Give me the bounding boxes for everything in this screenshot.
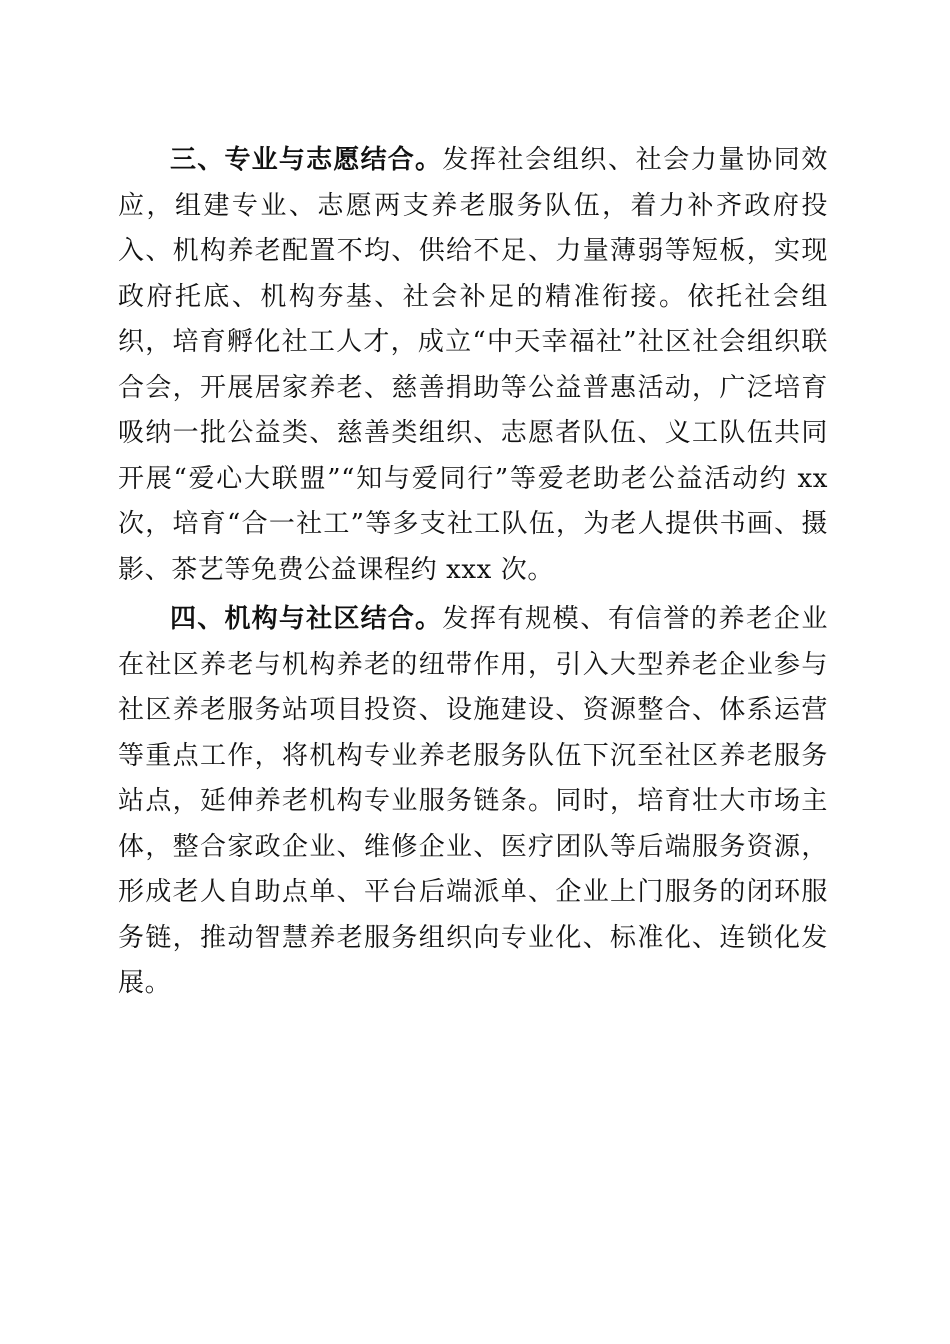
paragraph-text: 发挥社会组织、社会力量协同效应，组建专业、志愿两支养老服务队伍，着力补齐政府投入、机构养老配置不均、供给不足、力量薄弱等短板，实现政府托底、机构夯基、社会补足的精准衔接。依托社会组织，培育孵化社工人才，成立“中天幸福社”社区社会组织联合会，开展居家养老、慈善捐助等公益普惠活动，广泛培育吸纳一批公益类、慈善类组织、志愿者队伍、义工队伍共同开展“爱心大联盟”“知与爱同行”等爱老助老公益活动约 xx 次，培育“合一社工”等多支社工队伍，为老人提供书画、摄影、茶艺等免费公益课程约 xxx 次。 bbox=[118, 145, 828, 585]
paragraph-text: 发挥有规模、有信誉的养老企业在社区养老与机构养老的纽带作用，引入大型养老企业参与社区养老服务站项目投资、设施建设、资源整合、体系运营等重点工作，将机构专业养老服务队伍下沉至社区养老服务站点，延伸养老机构专业服务链条。同时，培育壮大市场主体，整合家政企业、维修企业、医疗团队等后端服务资源，形成老人自助点单、平台后端派单、企业上门服务的闭环服务链，推动智慧养老服务组织向专业化、标准化、连锁化发展。 bbox=[118, 604, 828, 998]
paragraph-heading: 三、专业与志愿结合。 bbox=[170, 145, 443, 175]
paragraph-institution-community bbox=[118, 597, 828, 1007]
paragraph-heading: 四、机构与社区结合。 bbox=[170, 604, 443, 634]
document-body bbox=[118, 138, 828, 1011]
paragraph-professional-volunteer bbox=[118, 138, 828, 593]
